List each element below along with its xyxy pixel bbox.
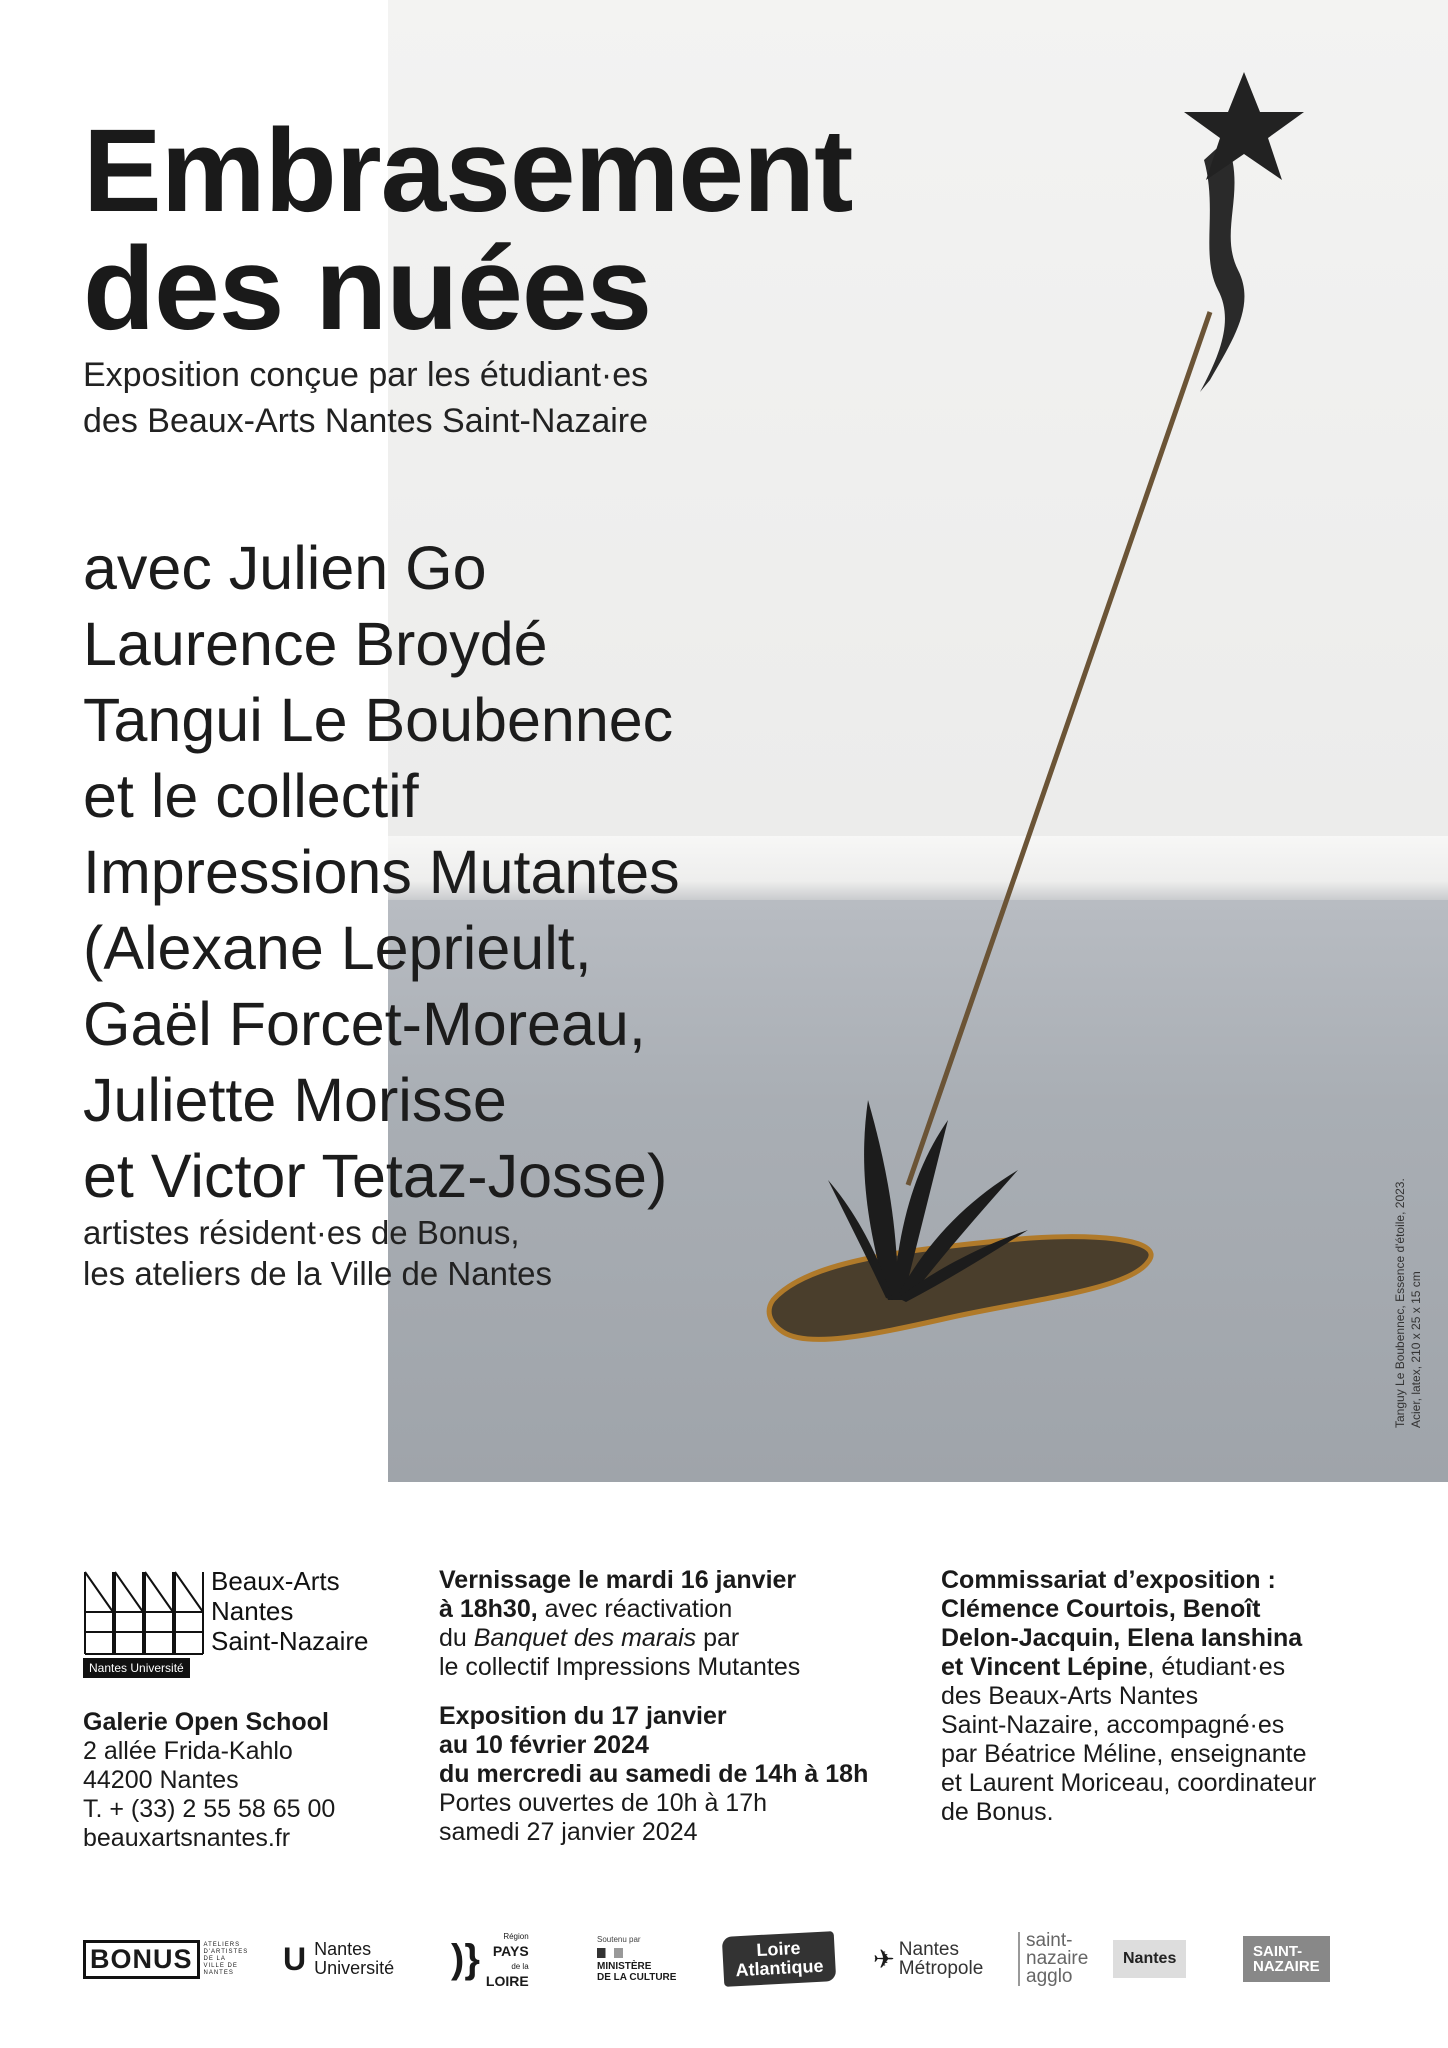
exposition-line: Portes ouvertes de 10h à 17h: [439, 1789, 768, 1817]
curator-names: et Vincent Lépine: [941, 1653, 1148, 1681]
saint-nazaire-agglo-text: [1018, 1932, 1088, 1986]
vernissage-text: avec réactivation: [537, 1595, 733, 1623]
venue-city: 44200 Nantes: [83, 1766, 239, 1794]
beaux-arts-logo-icon: [83, 1570, 205, 1656]
ville-de-nantes-text: Nantes: [1113, 1940, 1186, 1978]
commissariat-line: [941, 1624, 1316, 1653]
exposition-hours: du mercredi au samedi de 14h à 18h: [439, 1760, 869, 1788]
residents-note: [83, 1212, 552, 1294]
nantes-universite-badge: Nantes Université: [83, 1658, 190, 1678]
commissariat-line: Saint-Nazaire, accompagné·es: [941, 1711, 1285, 1739]
photo-caption: [1392, 1178, 1424, 1428]
exposition-dates: au 10 février 2024: [439, 1731, 649, 1759]
curator-names: Delon-Jacquin, Elena Ianshina: [941, 1624, 1303, 1652]
photo-caption-line: Tanguy Le Boubennec, Essence d'étoile, 2023.: [1393, 1178, 1407, 1428]
nantes-universite-icon: U: [283, 1940, 307, 1977]
ville-de-nantes-logo: [1113, 1928, 1186, 1990]
exposition-line: samedi 27 janvier 2024: [439, 1818, 698, 1846]
artist-list: [83, 530, 680, 1214]
subtitle-line: des Beaux-Arts Nantes Saint-Nazaire: [83, 402, 649, 440]
steel-rod: [908, 312, 1210, 1185]
nantes-universite-text: [314, 1940, 394, 1978]
ville-saint-nazaire-text: [1243, 1936, 1330, 1982]
commissariat-heading: Commissariat d’exposition :: [941, 1566, 1276, 1594]
poster-title: [83, 105, 853, 355]
pdl-line: LOIRE: [485, 1973, 529, 1989]
venue-website-link[interactable]: beauxartsnantes.fr: [83, 1824, 291, 1852]
partner-logos: [83, 1928, 1365, 1990]
nm-line: Métropole: [898, 1958, 984, 1979]
artist-line: et le collectif: [83, 762, 419, 830]
commissariat-line: par Béatrice Méline, enseignante: [941, 1740, 1307, 1768]
la-line: Atlantique: [735, 1955, 824, 1981]
loire-atlantique-logo: [723, 1928, 835, 1990]
venue-street: 2 allée Frida-Kahlo: [83, 1737, 293, 1765]
exposition-line: [439, 1702, 868, 1731]
artist-line: (Alexane Leprieult,: [83, 914, 592, 982]
la-line: Loire: [755, 1937, 801, 1961]
vernissage-date: Vernissage le mardi 16 janvier: [439, 1566, 797, 1594]
logo-line: Beaux-Arts: [211, 1566, 340, 1596]
nantes-metropole-text: [899, 1940, 984, 1978]
bonus-logo-text: BONUS: [83, 1940, 200, 1979]
commissariat-line: [941, 1566, 1316, 1595]
subtitle-line: Exposition conçue par les étudiant·es: [83, 356, 649, 394]
poster-subtitle: [83, 352, 648, 444]
latex-puddle: [769, 1237, 1151, 1340]
ministere-line: MINISTÈRE: [597, 1961, 652, 1972]
commissariat-line: des Beaux-Arts Nantes: [941, 1682, 1199, 1710]
artist-line: Juliette Morisse: [83, 1066, 507, 1134]
vernissage-text: par: [696, 1624, 740, 1652]
nm-line: Nantes: [898, 1939, 959, 1960]
pdl-line: de la: [511, 1962, 529, 1971]
pdl-line: Région: [503, 1932, 529, 1941]
exposition-line: [439, 1731, 868, 1760]
poster-title-line: Embrasement: [83, 105, 853, 237]
artist-line: et Victor Tetaz-Josse): [83, 1142, 668, 1210]
venue-info: [83, 1708, 335, 1853]
nu-line: Nantes: [314, 1939, 372, 1959]
photo-caption-line: Acier, latex, 210 x 25 x 15 cm: [1409, 1271, 1423, 1428]
nantes-metropole-logo: [873, 1928, 983, 1990]
commissariat-info: [941, 1566, 1316, 1827]
pays-de-la-loire-logo: [451, 1928, 529, 1990]
pdl-line: PAYS: [492, 1943, 529, 1959]
pays-de-la-loire-text: [486, 1929, 529, 1989]
sna-line: agglo: [1026, 1966, 1073, 1987]
artist-line: Gaël Forcet-Moreau,: [83, 990, 646, 1058]
vernissage-line: le collectif Impressions Mutantes: [439, 1653, 801, 1681]
vsn-line: NAZAIRE: [1253, 1958, 1320, 1975]
artist-line: Laurence Broydé: [83, 610, 548, 678]
venue-phone[interactable]: T. + (33) 2 55 58 65 00: [83, 1795, 336, 1823]
commissariat-line: [941, 1595, 1316, 1624]
artist-line: Impressions Mutantes: [83, 838, 680, 906]
star-shape: [1184, 72, 1304, 180]
banquet-title: Banquet des marais: [473, 1624, 697, 1652]
ministere-culture-logo: [597, 1928, 676, 1990]
commissariat-line: de Bonus.: [941, 1798, 1054, 1826]
nantes-metropole-icon: ✈: [873, 1943, 895, 1974]
vernissage-line: [439, 1566, 868, 1595]
ribbon-shape: [1200, 140, 1244, 392]
residents-line: les ateliers de la Ville de Nantes: [83, 1255, 552, 1292]
vernissage-line: [439, 1595, 868, 1624]
vsn-line: SAINT-: [1253, 1943, 1303, 1960]
exposition-dates: Exposition du 17 janvier: [439, 1702, 727, 1730]
beaux-arts-logo-text: [211, 1566, 451, 1656]
commissariat-line: et Laurent Moriceau, coordinateur: [941, 1769, 1317, 1797]
dates-info: [439, 1566, 868, 1847]
artist-line: Tangui Le Boubennec: [83, 686, 674, 754]
logo-line: Saint-Nazaire: [211, 1626, 369, 1656]
bonus-logo-subtext: ATELIERS D'ARTISTES DE LA VILLE DE NANTES: [203, 1941, 249, 1976]
nantes-universite-logo: [283, 1928, 394, 1990]
venue-name: [83, 1708, 335, 1737]
sna-line: nazaire: [1026, 1948, 1089, 1969]
venue-name-text: Galerie Open School: [83, 1708, 329, 1736]
commissariat-line: [941, 1653, 1316, 1682]
curator-names: Clémence Courtois, Benoît: [941, 1595, 1261, 1623]
ville-saint-nazaire-logo: [1243, 1928, 1330, 1990]
sna-line: saint-: [1026, 1930, 1073, 1951]
supported-by-label: Soutenu par: [597, 1935, 641, 1944]
commissariat-text: , étudiant·es: [1147, 1653, 1286, 1681]
artist-line: avec Julien Go: [83, 534, 487, 602]
logo-line: Nantes: [211, 1596, 294, 1626]
bonus-logo: [83, 1928, 249, 1990]
saint-nazaire-agglo-logo: [1018, 1928, 1088, 1990]
nu-line: Université: [314, 1958, 395, 1978]
pays-de-la-loire-icon: )}: [451, 1936, 480, 1981]
loire-atlantique-badge: [722, 1931, 836, 1987]
vernissage-line: [439, 1624, 868, 1653]
poster-title-line: des nuées: [83, 223, 652, 355]
residents-line: artistes résident·es de Bonus,: [83, 1214, 520, 1251]
exposition-line: [439, 1760, 868, 1789]
ministere-line: DE LA CULTURE: [597, 1972, 677, 1983]
republique-flag-icon: [597, 1948, 623, 1958]
vernissage-time: à 18h30,: [439, 1595, 538, 1623]
vernissage-text: du: [439, 1624, 474, 1652]
